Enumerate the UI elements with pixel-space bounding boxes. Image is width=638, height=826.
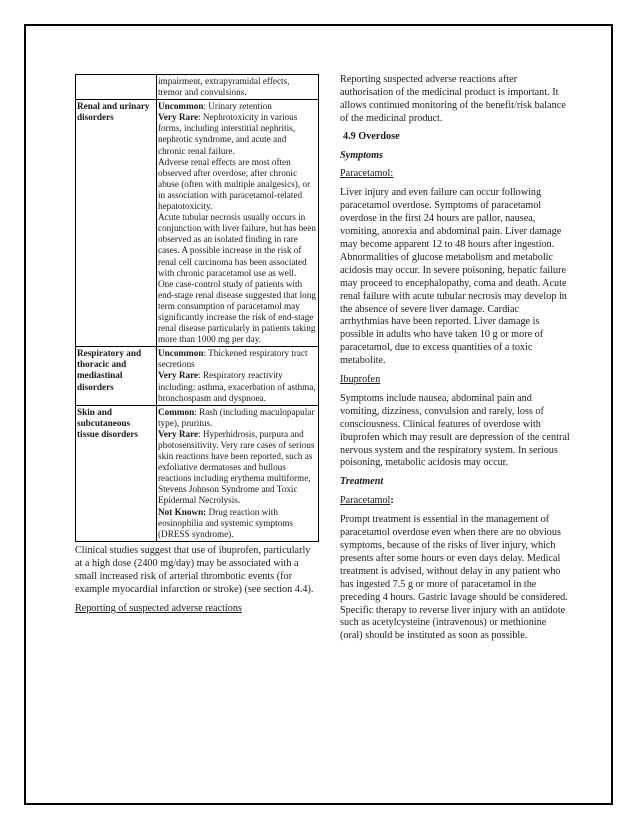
paracetamol-treatment-heading-text: Paracetamol (340, 495, 391, 507)
paracetamol-treatment-heading-colon: : (390, 495, 394, 507)
row-entry (158, 112, 316, 156)
left-column (75, 74, 319, 615)
reporting-heading: Reporting of suspected adverse reactions (75, 602, 242, 614)
table-row (76, 75, 319, 100)
frequency-label: Very Rare (158, 370, 199, 381)
paracetamol-treatment-paragraph: Prompt treatment is essential in the management of paracetamol overdose even when there are no obvious symptoms, because of the risks of liver injury, which presents after some hours or even days delay. Medical treatment is advised, without delay in any patient who has ingested 7.5 g or more of paracetamol in the preceding 4 hours. Gastric lavage should be considered. Specific therapy to reverse liver injury with an antidote such as acetylcysteine (intravenous) or methionine (oral) should be instituted as soon as possible. (340, 514, 568, 642)
paracetamol-heading: Paracetamol: (340, 168, 394, 180)
row-entry (158, 157, 316, 212)
entry-text: : Nephrotoxicity in various forms, including interstitial nephritis, nephrotic syndrome, and acute and chronic renal failure. (158, 112, 298, 156)
row-entry (158, 279, 316, 346)
ibuprofen-symptoms-paragraph: Symptoms include nausea, abdominal pain and vomiting, dizziness, convulsion and rarely, loss of consciousness. Clinical features of overdose with ibuprofen which may result are depression of the central nervous system and the respiratory system. In serious poisoning, metabolic acidosis may occur. (340, 392, 570, 469)
entry-text: Adverse renal effects are most often observed after overdose, after chronic abuse (often with multiple analgesics), or in association with paracetamol-related hepatotoxicity. (158, 156, 311, 212)
frequency-label: Not Known: (158, 506, 207, 517)
adverse-effects-table (75, 74, 319, 542)
paracetamol-symptoms-paragraph: Liver injury and even failure can occur following paracetamol overdose. Symptoms of paracetamol overdose in the first 24 hours are pallor, nausea, vomiting, anorexia and abdominal pain. Liver damage may become apparent 12 to 48 hours after ingestion. Abnormalities of glucose metabolism and metabolic acidosis may occur. In severe poisoning, hepatic failure may proceed to encephalopathy, coma and death. Acute renal failure with acute tubular necrosis may develop in the absence of severe liver damage. Cardiac arrhythmias have been reported. Liver damage is possible in adults who have taken 10 g or more of paracetamol, due to excess quantities of a toxic metabolite. (340, 187, 567, 367)
frequency-label: Very Rare (158, 112, 199, 123)
table-row (76, 100, 319, 347)
row-entry (158, 212, 316, 279)
row-entry (158, 101, 316, 112)
section-heading-overdose: 4.9 Overdose (343, 130, 400, 142)
ibuprofen-heading: Ibuprofen (340, 374, 381, 386)
row-entry (158, 507, 316, 540)
entry-text: One case-control study of patients with end-stage renal disease suggested that long term consumption of paracetamol may significantly increase the risk of end-stage renal disease particularly in patients taking more than 1000 mg per day. (158, 278, 316, 345)
entry-text: Acute tubular necrosis usually occurs in conjunction with liver failure, but has been observed as an isolated finding in rare cases. A possible increase in the risk of renal cell carcinoma has been associated with chronic paracetamol use as well. (158, 212, 316, 278)
row-entry (158, 429, 316, 507)
row-line: tremor and convulsions. (158, 87, 247, 98)
row-label: Skin and subcutaneous tissue disorders (76, 405, 157, 541)
row-label (76, 75, 157, 100)
clinical-studies-paragraph: Clinical studies suggest that use of ibuprofen, particularly at a high dose (2400 mg/day) may be associated with a small increased risk of arterial thrombotic events (for example myocardial infarction or stroke) (see section 4.4). (75, 544, 314, 595)
symptoms-heading: Symptoms (340, 149, 384, 161)
row-line: impairment, extrapyramidal effects, (158, 76, 290, 86)
frequency-label: Uncommon (158, 348, 204, 359)
frequency-label: Uncommon (158, 101, 204, 112)
row-content (157, 347, 319, 405)
frequency-label: Very Rare (158, 428, 199, 439)
row-label: Renal and urinary disorders (76, 100, 157, 347)
row-label: Respiratory and thoracic and mediastinal disorders (76, 347, 157, 405)
left-text (75, 544, 319, 615)
entry-text: : Thickened respiratory tract secretions (158, 348, 308, 370)
row-entry (158, 407, 316, 429)
row-entry (158, 348, 316, 370)
row-content (157, 405, 319, 541)
reporting-paragraph: Reporting suspected adverse reactions after authorisation of the medicinal product is important. It allows continued monitoring of the benefit/risk balance of the medicinal product. (340, 74, 566, 124)
entry-text: Drug reaction with eosinophilia and systemic symptoms (DRESS syndrome). (158, 506, 293, 539)
treatment-heading: Treatment (340, 476, 384, 488)
row-content (157, 75, 319, 100)
row-content (157, 100, 319, 347)
row-entry (158, 370, 316, 403)
frequency-label: Common (158, 406, 195, 417)
paracetamol-treatment-heading (340, 495, 570, 508)
right-column (340, 74, 570, 643)
entry-text: : Hyperhidrosis, purpura and photosensitivity. Very rare cases of serious skin reactions have been reported, such as exfoliative dermatoses and bullous reactions including erythema multiforme, Stevens Johnson Syndrome and Toxic Epidermal Necrolysis. (158, 428, 315, 506)
entry-text: : Rash (including maculopapular type), pruritus. (158, 406, 315, 428)
entry-text: : Respiratory reactivity including: asthma, exacerbation of asthma, bronchospasm and dyspnoea. (158, 370, 316, 403)
table-row (76, 347, 319, 405)
entry-text: : Urinary retention (203, 101, 272, 112)
table-row (76, 405, 319, 541)
